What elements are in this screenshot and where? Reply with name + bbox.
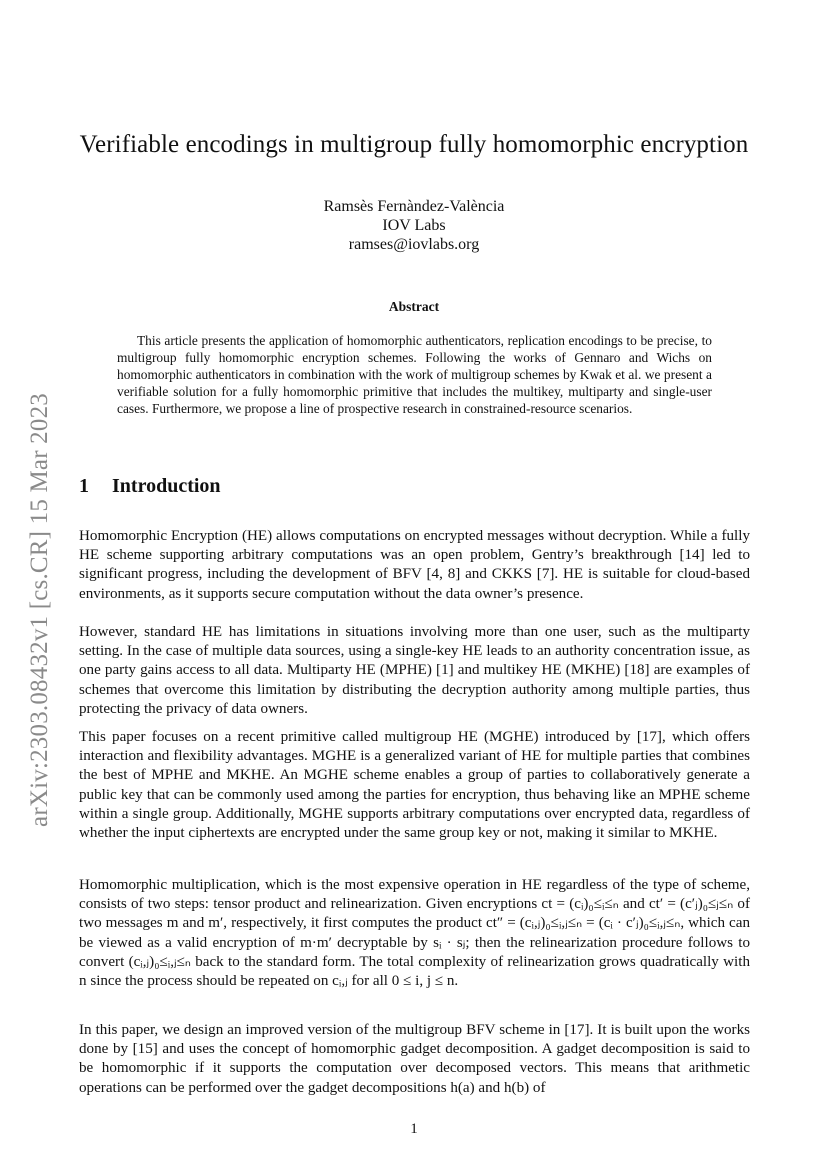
paragraph-4: Homomorphic multiplication, which is the most expensive operation in HE regardless of the type of scheme, consists of two steps: tensor product and relinearization. Given encryptions ct = (cᵢ)₀≤ᵢ≤ₙ and ct′ = (c′ⱼ)₀≤ⱼ≤ₙ of two messages m and m′, respectively, it first computes the product ct″ = (cᵢ,ⱼ)₀≤ᵢ,ⱼ≤ₙ = (cᵢ · c′ⱼ)₀≤ᵢ,ⱼ≤ₙ, which can be viewed as a valid encryption of m·m′ decryptable by sᵢ · sⱼ; then the relinearization procedure follows to convert (cᵢ,ⱼ)₀≤ᵢ,ⱼ≤ₙ back to the standard form. The total complexity of relinearization grows quadratically with n since the process should be repeated on cᵢ,ⱼ for all 0 ≤ i, j ≤ n. (79, 877, 750, 990)
section-title: Introduction (112, 475, 221, 497)
paragraph-5: In this paper, we design an improved version of the multigroup BFV scheme in [17]. It is built upon the works done by [15] and uses the concept of homomorphic gadget decomposition. A gadget decomposition is said to be homomorphic if it supports the computation over decomposed vectors. This means that arithmetic operations can be performed over the gadget decompositions h(a) and h(b) of (79, 1022, 750, 1096)
paragraph-2: However, standard HE has limitations in situations involving more than one user, such as the multiparty setting. In the case of multiple data sources, using a single-key HE leads to an authority concentration issue, as one party gains access to all data. Multiparty HE (MPHE) [1] and multikey HE (MKHE) [18] are examples of schemes that overcome this limitation by distributing the decryption authority among multiple parties, thus protecting the privacy of data owners. (79, 624, 750, 717)
paragraph-1: Homomorphic Encryption (HE) allows computations on encrypted messages without decryption. While a fully HE scheme supporting arbitrary computations was an open problem, Gentry’s breakthrough [14] led to significant progress, including the development of BFV [4, 8] and CKKS [7]. HE is suitable for cloud-based environments, as it supports secure computation without the data owner’s presence. (79, 528, 750, 602)
arxiv-sidebar-stamp: arXiv:2303.08432v1 [cs.CR] 15 Mar 2023 (26, 393, 53, 827)
section-number: 1 (79, 475, 89, 497)
paper-title: Verifiable encodings in multigroup fully homomorphic encryption (79, 131, 749, 158)
abstract-body: This article presents the application of homomorphic authenticators, replication encodings to be precise, to multigroup fully homomorphic encryption schemes. Following the works of Gennaro and Wichs on homomorphic authenticators in combination with the work of multigroup schemes by Kwak et al. we present a verifiable solution for a fully homomorphic primitive that includes the multikey, multiparty and single-user cases. Furthermore, we propose a line of prospective research in constrained-resource scenarios. (117, 333, 712, 416)
page-number: 1 (410, 1121, 418, 1137)
author-block (0, 197, 828, 254)
abstract-heading: Abstract (388, 299, 440, 314)
section-heading (79, 475, 221, 498)
author-affiliation: IOV Labs (382, 217, 446, 234)
paragraph-3: This paper focuses on a recent primitive called multigroup HE (MGHE) introduced by [17], which offers interaction and flexibility advantages. MGHE is a generalized variant of HE for multiple parties that combines the best of MPHE and MKHE. An MGHE scheme enables a group of parties to collaboratively generate a public key that can be commonly used among the parties for encryption, thus behaving like an MPHE scheme within a single group. Additionally, MGHE supports arbitrary computations over encrypted data, regardless of whether the input ciphertexts are encrypted under the same group key or not, making it similar to MKHE. (79, 729, 750, 842)
abstract-text (117, 333, 712, 418)
author-name: Ramsès Fernàndez-València (323, 198, 505, 215)
author-email[interactable]: ramses@iovlabs.org (348, 236, 480, 253)
